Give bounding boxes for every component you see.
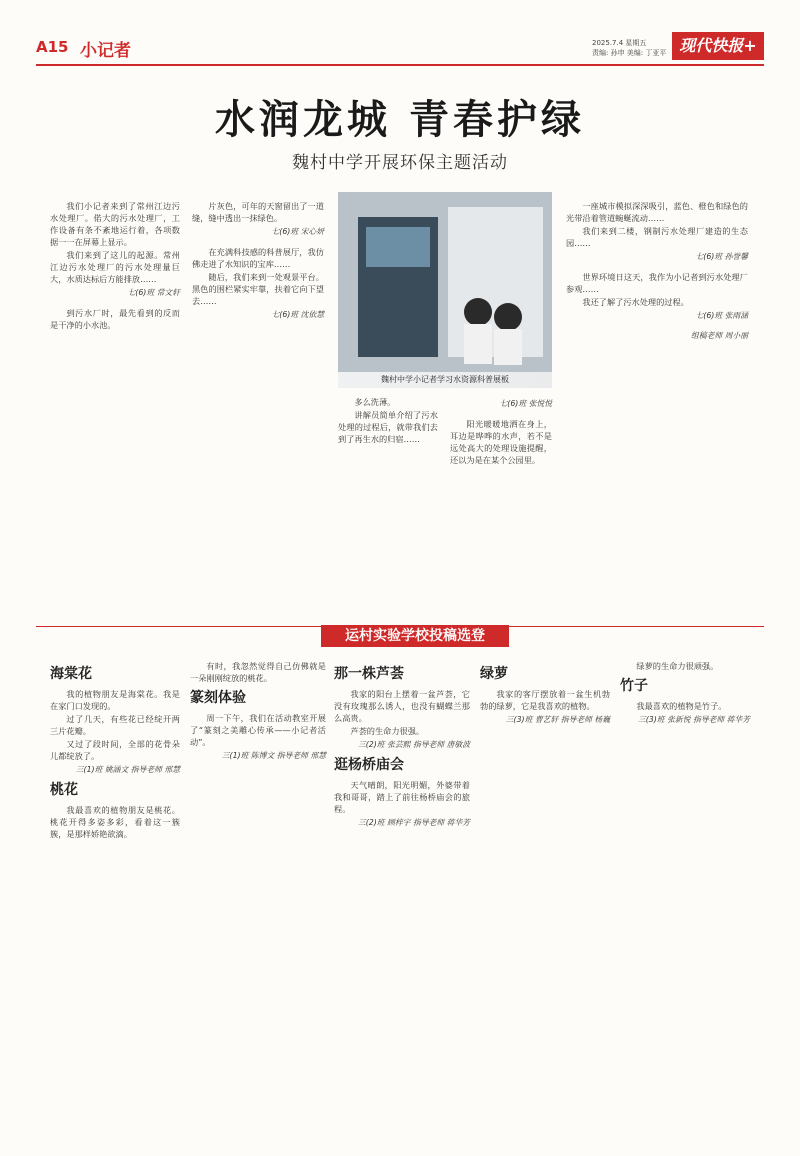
author-signature: 三(2)班 张芸熙 指导老师 唐敏波 (357, 740, 470, 749)
article-title: 篆刻体验 (190, 690, 246, 706)
editor-note: 组稿老师 周小丽 (690, 331, 748, 340)
article-photo (338, 192, 552, 388)
section-band (36, 626, 764, 644)
paragraph: 我家的客厅摆放着一盆生机勃勃的绿萝，它是我喜欢的植物。 (480, 689, 610, 711)
paragraph: 我的植物朋友是海棠花。我是在家门口发现的。 (50, 689, 180, 711)
paragraph: 我最喜欢的植物是竹子。 (636, 701, 727, 711)
paragraph: 又过了段时间，全部的花骨朵儿都绽放了。 (50, 739, 180, 761)
paragraph: 我们小记者来到了常州江边污水处理厂。偌大的污水处理厂，工作设备有条不紊地运行着，各项数据一一在屏幕上显示。 (50, 201, 180, 247)
page-number: A15 (36, 38, 69, 56)
paragraph: 绿萝的生命力很顽强。 (636, 661, 719, 671)
article-title: 绿萝 (480, 666, 508, 682)
brand-logo: 现代快报+ (672, 32, 764, 60)
page-header (36, 30, 764, 66)
author-signature: 七(6)班 沈依慧 (271, 310, 324, 319)
article-title: 海棠花 (50, 666, 92, 682)
date-info (592, 38, 666, 58)
paragraph: 多么洗薄。 (354, 397, 396, 407)
article-column-1 (50, 200, 180, 332)
main-headline: 水润龙城 青春护绿 (215, 96, 585, 143)
article-title: 竹子 (620, 678, 648, 694)
author-signature: 三(2)班 顾梓宇 指导老师 蒋华芳 (357, 818, 470, 827)
paragraph: 周一下午，我们在活动教室开展了“篆刻之美雕心传承——小记者活动”。 (190, 713, 326, 747)
photo-caption: 魏村中学小记者学习水资源科普展板 (338, 372, 552, 388)
author-signature: 七(6)班 张雨涵 (695, 311, 748, 320)
author-signature: 七(6)班 常文轩 (127, 288, 180, 297)
paragraph: 芦荟的生命力很强。 (350, 726, 425, 736)
paragraph: 随后，我们来到一处观景平台。黑色的围栏紧实牢靠，扶着它向下望去…… (192, 272, 324, 306)
author-signature: 七(6)班 宋心妍 (271, 227, 324, 236)
paragraph: 我家的阳台上摆着一盆芦荟，它没有玫瑰那么诱人，也没有蝴蝶兰那么高贵。 (334, 689, 470, 723)
article-column-3b (450, 396, 552, 467)
sub-headline: 魏村中学开展环保主题活动 (292, 153, 508, 173)
article-column-2 (192, 200, 324, 329)
author-signature: 三(3)班 曹艺轩 指导老师 杨巍 (505, 715, 610, 724)
paragraph: 到污水厂时，最先看到的反而是干净的小水池。 (50, 308, 180, 330)
paragraph: 过了几天，有些花已经绽开两三片花瓣。 (50, 714, 180, 736)
article-title: 桃花 (50, 782, 78, 798)
author-signature: 七(6)班 张悦悦 (499, 399, 552, 408)
date-line: 2025.7.4 星期五 (592, 39, 647, 47)
article-title: 那一株芦荟 (334, 666, 404, 682)
author-signature: 七(6)班 孙誉馨 (695, 252, 748, 261)
paragraph: 我们来到了这儿的起源。常州江边污水处理厂的污水处理量巨大，水质达标后方能排放…… (50, 250, 180, 284)
paragraph: 片灰色，可年的天窗留出了一道缝，缝中透出一抹绿色。 (192, 201, 324, 223)
photo-illustration (338, 192, 552, 372)
paragraph: 我最喜欢的植物朋友是桃花。桃花开得多姿多彩，看着这一簇簇，是那样娇艳欲滴。 (50, 805, 180, 839)
paragraph: 世界环境日这天，我作为小记者到污水处理厂参观…… (566, 272, 748, 294)
article-column-3a (338, 396, 438, 446)
article-column-4 (566, 200, 748, 350)
author-signature: 三(1)班 姚涵文 指导老师 邢慧 (75, 765, 180, 774)
editor-line: 责编: 孙申 美编: 丁亚平 (592, 49, 667, 57)
paragraph: 讲解员简单介绍了污水处理的过程后，就带我们去到了再生水的归宿…… (338, 410, 438, 444)
submission-column-5 (620, 660, 750, 734)
submission-column-3 (334, 660, 470, 837)
submission-column-4 (480, 660, 610, 734)
submission-column-1 (50, 660, 180, 841)
article-title: 逛杨桥庙会 (334, 757, 404, 773)
paragraph: 阳光暖暖地洒在身上，耳边是哗哗的水声，若不是远处高大的处理设施提醒，还以为是在某个公园里。 (450, 419, 552, 465)
paragraph: 我还了解了污水处理的过程。 (582, 297, 689, 307)
section-title: 小记者 (80, 41, 131, 61)
author-signature: 三(1)班 陈博文 指导老师 邢慧 (221, 751, 326, 760)
author-signature: 三(3)班 张新悦 指导老师 蒋华芳 (637, 715, 750, 724)
paragraph: 我们来到二楼，钢制污水处理厂建造的生态园…… (566, 226, 748, 248)
paragraph: 一座城市模拟深深吸引，蓝色、橙色和绿色的光带沿着管道蜿蜒流动…… (566, 201, 748, 223)
paragraph: 有时，我忽然觉得自己仿佛就是一朵刚刚绽放的桃花。 (190, 661, 326, 683)
paragraph: 在充满科技感的科普展厅，我仿佛走进了水知识的宝库…… (192, 247, 324, 269)
paragraph: 天气晴朗，阳光明媚，外婆带着我和哥哥，踏上了前往杨桥庙会的旅程。 (334, 780, 470, 814)
band-title: 运村实验学校投稿选登 (321, 625, 509, 647)
submission-column-2 (190, 660, 326, 770)
